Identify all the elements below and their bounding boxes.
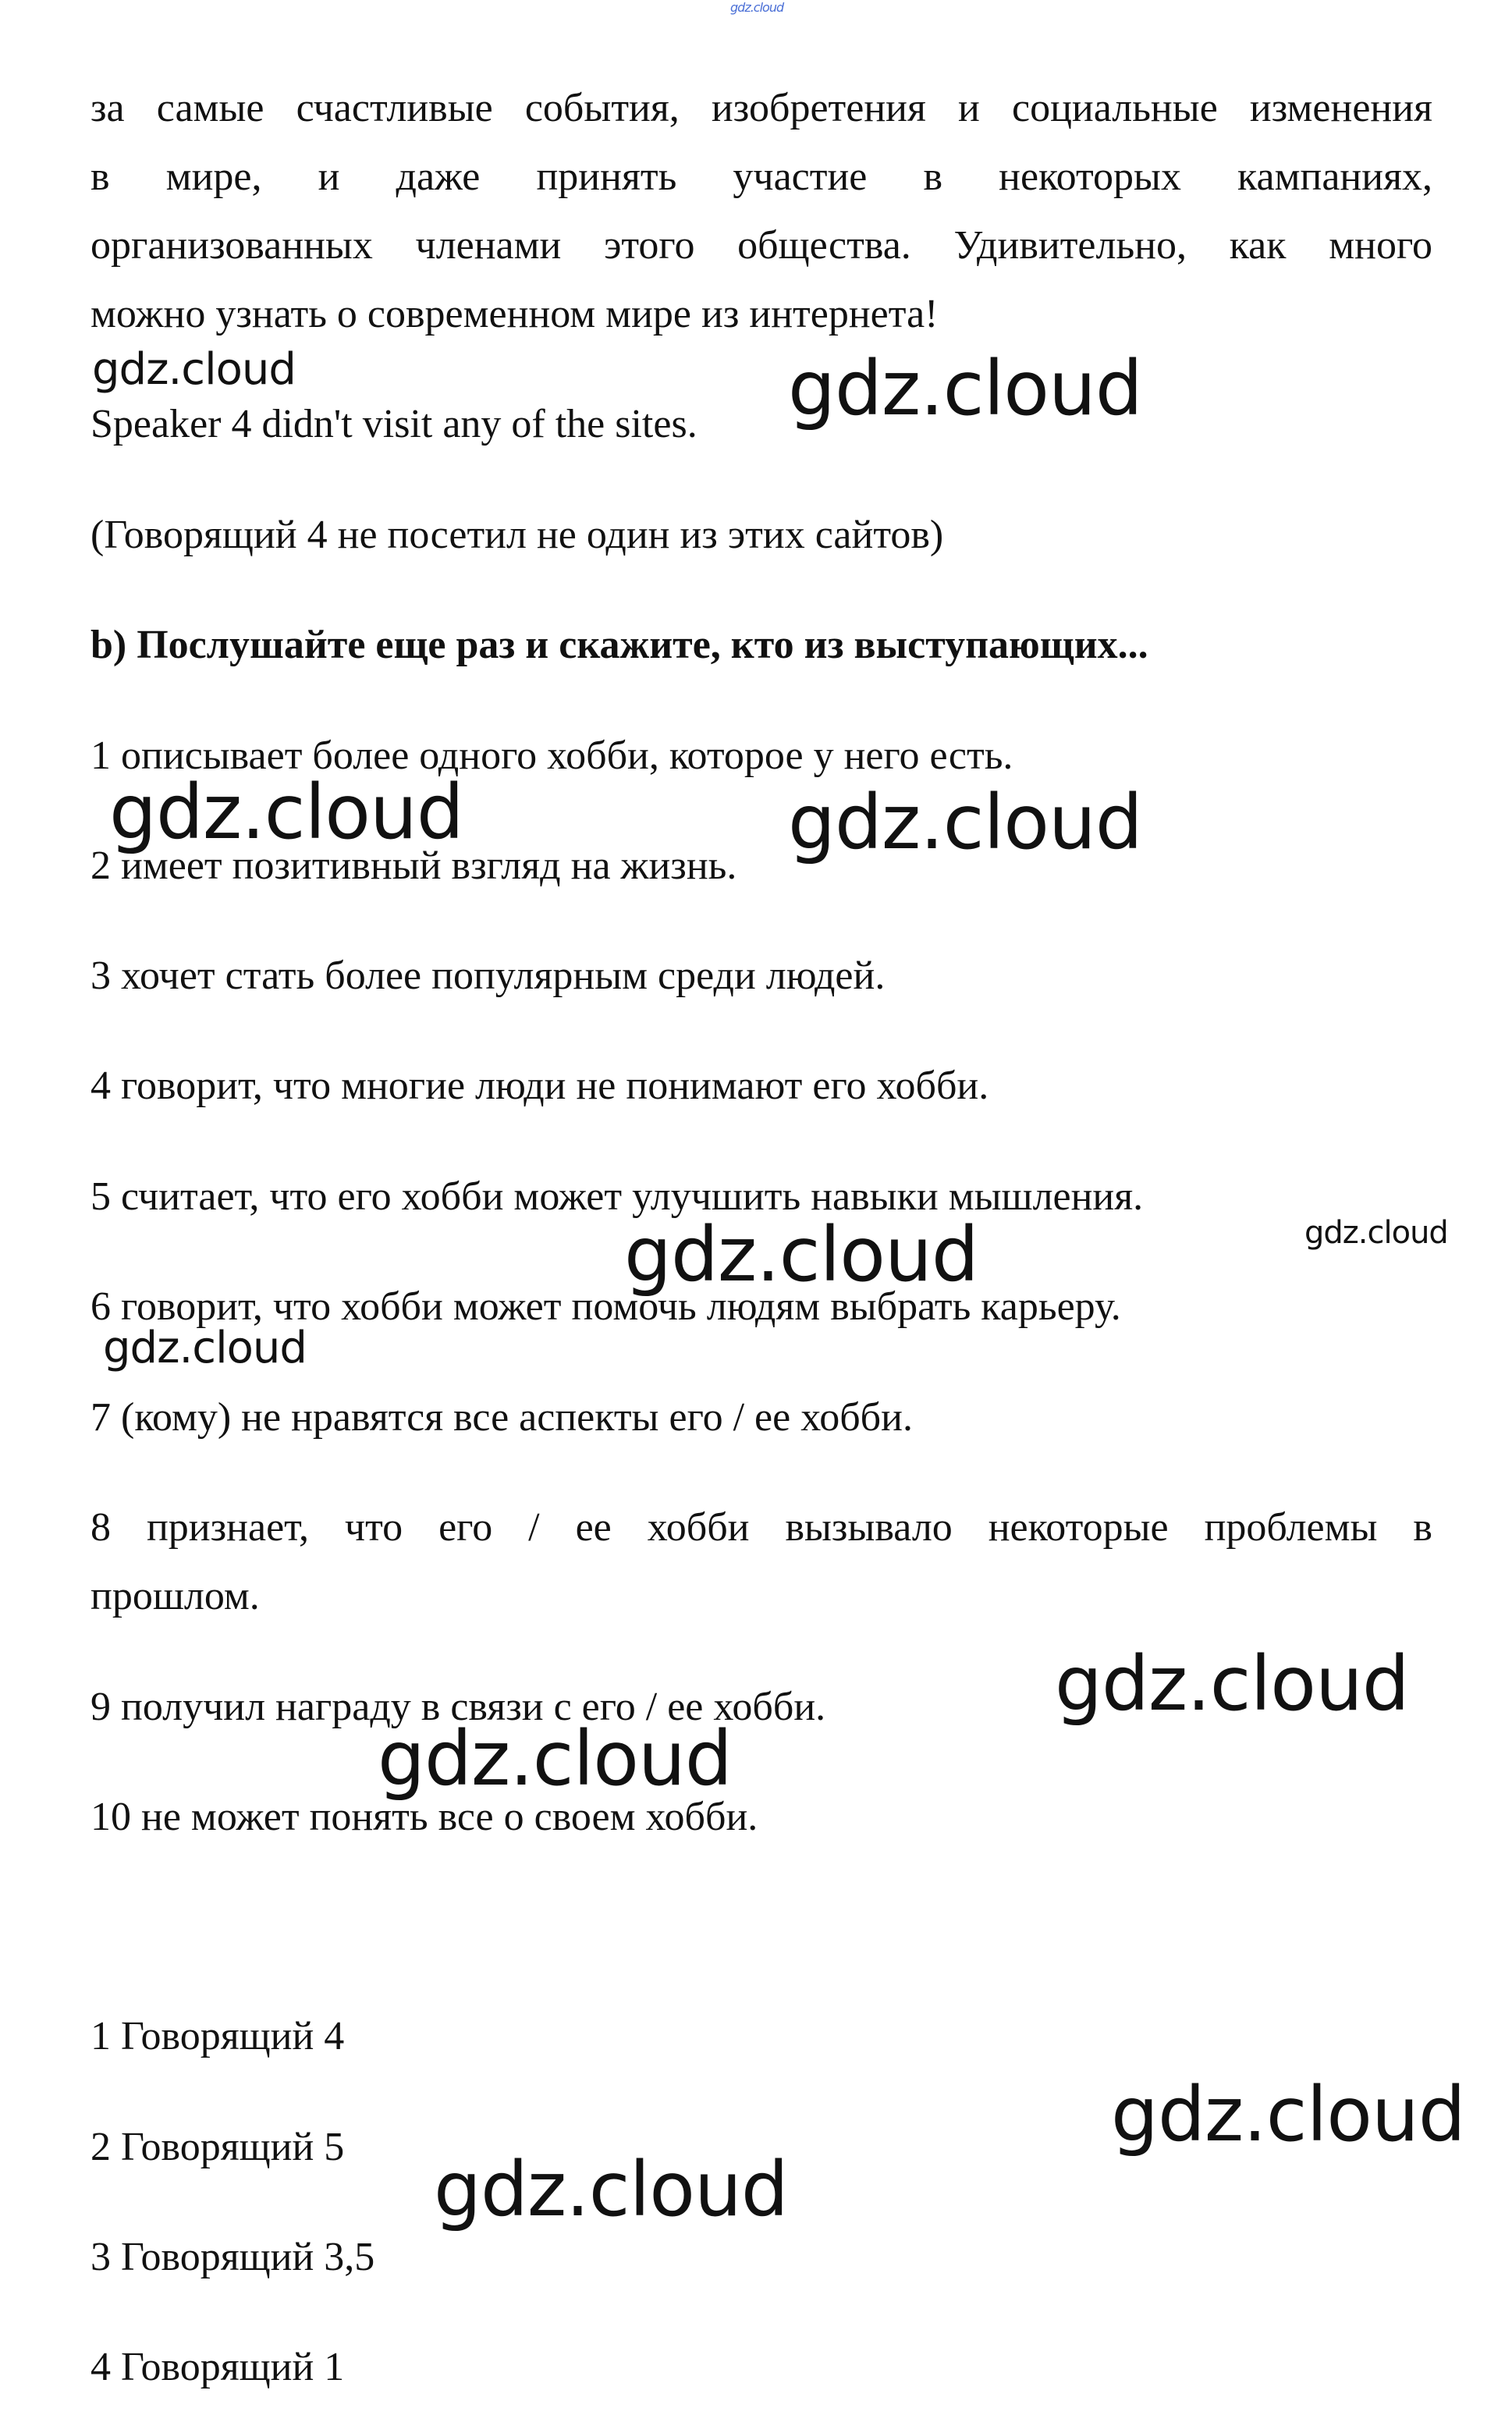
watermark: gdz.cloud <box>1304 1215 1448 1251</box>
watermark: gdz.cloud <box>1111 2071 1465 2158</box>
intro-line-2: в мире, и даже принять участие в некоторых кампаниях, <box>91 155 1432 199</box>
watermark: gdz.cloud <box>788 779 1142 866</box>
intro-line-4: можно узнать о современном мире из интернета! <box>91 292 939 336</box>
answer-3: 3 Говорящий 3,5 <box>91 2235 375 2279</box>
intro-line-3: организованных членами этого общества. Удивительно, как много <box>91 223 1432 268</box>
watermark: gdz.cloud <box>788 345 1142 432</box>
task-b-heading: b) Послушайте еще раз и скажите, кто из выступающих... <box>91 623 1148 667</box>
watermark: gdz.cloud <box>103 1323 307 1373</box>
intro-line-1: за самые счастливые события, изобретения и социальные изменения <box>91 86 1432 130</box>
watermark: gdz.cloud <box>378 1715 732 1803</box>
answer-2: 2 Говорящий 5 <box>91 2125 345 2169</box>
header-watermark: gdz.cloud <box>730 0 784 15</box>
task-item-8: 8 признает, что его / ее хобби вызывало некоторые проблемы в <box>91 1505 1432 1550</box>
watermark: gdz.cloud <box>624 1211 978 1298</box>
watermark: gdz.cloud <box>92 344 296 395</box>
task-item-7: 7 (кому) не нравятся все аспекты его / ее хобби. <box>91 1395 913 1440</box>
task-item-9: 9 получил награду в связи с его / ее хобби. <box>91 1685 826 1729</box>
task-item-1: 1 описывает более одного хобби, которое у него есть. <box>91 733 1013 778</box>
task-item-5: 5 считает, что его хобби может улучшить навыки мышления. <box>91 1174 1144 1219</box>
watermark: gdz.cloud <box>1055 1640 1409 1728</box>
watermark: gdz.cloud <box>109 769 463 856</box>
task-item-10: 10 не может понять все о своем хобби. <box>91 1795 758 1839</box>
answer-4: 4 Говорящий 1 <box>91 2345 345 2389</box>
task-item-8-continued: прошлом. <box>91 1574 260 1618</box>
answer-1: 1 Говорящий 4 <box>91 2014 345 2058</box>
speaker4-english: Speaker 4 didn't visit any of the sites. <box>91 402 697 446</box>
task-item-3: 3 хочет стать более популярным среди людей. <box>91 954 886 998</box>
task-item-6: 6 говорит, что хобби может помочь людям выбрать карьеру. <box>91 1284 1121 1329</box>
speaker4-russian: (Говорящий 4 не посетил не один из этих сайтов) <box>91 513 944 557</box>
task-item-2: 2 имеет позитивный взгляд на жизнь. <box>91 844 737 888</box>
task-item-4: 4 говорит, что многие люди не понимают его хобби. <box>91 1064 989 1108</box>
watermark: gdz.cloud <box>434 2146 788 2233</box>
